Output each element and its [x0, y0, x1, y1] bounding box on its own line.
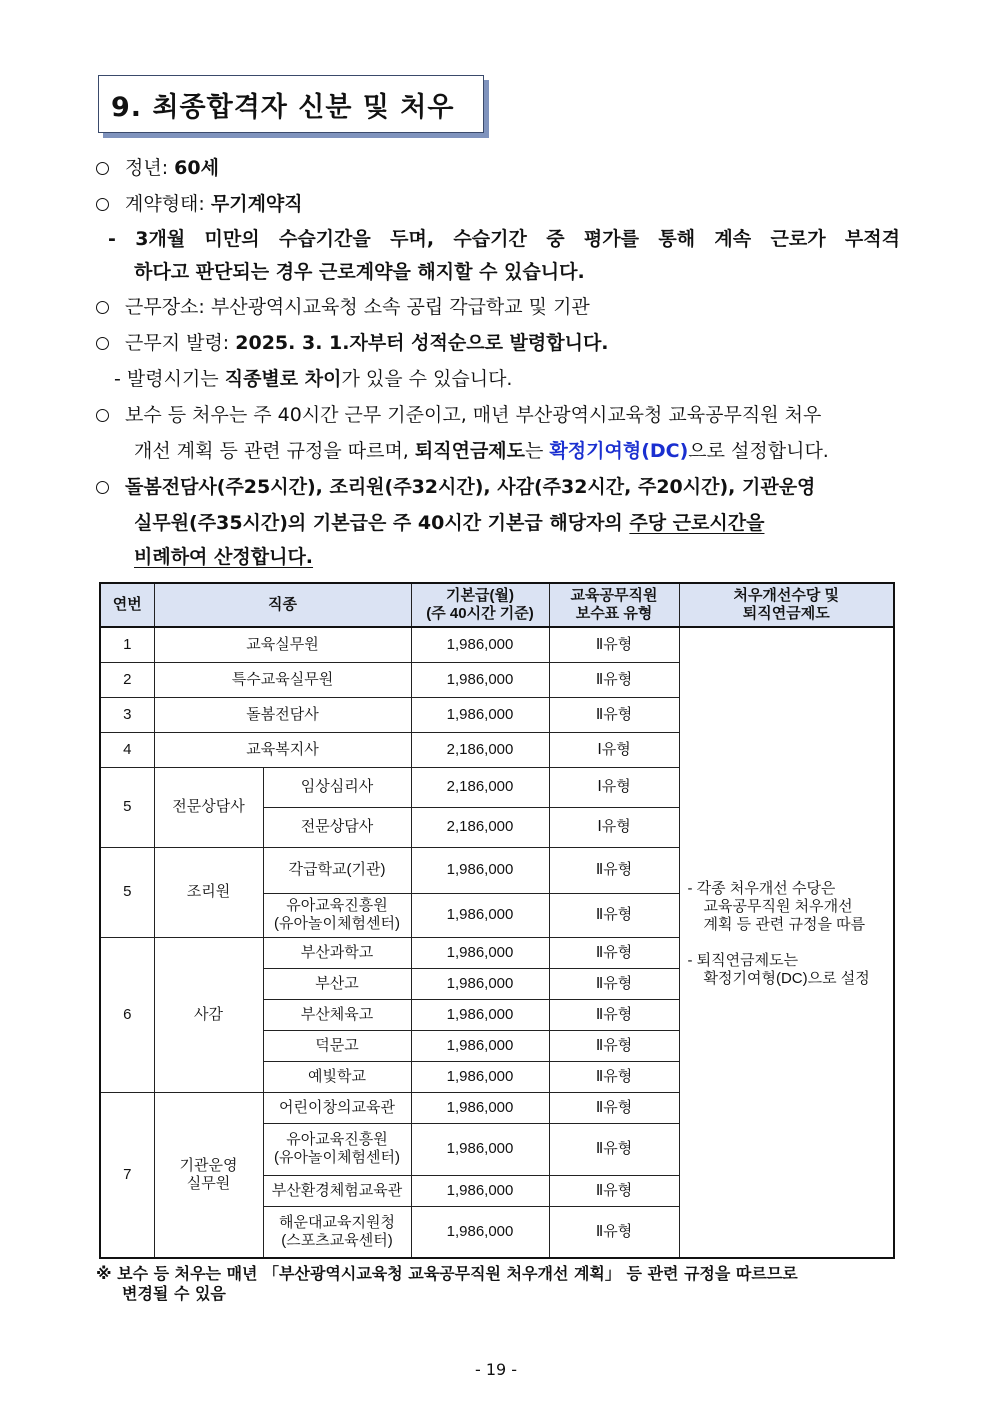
dc-highlight: 확정기여형(DC) — [549, 440, 689, 462]
table-row: 5 전문상담사 임상심리사 2,186,000 Ⅰ유형 — [100, 767, 894, 807]
header-pay: 기본급(월) (주 40시간 기준) — [411, 583, 549, 627]
circle-bullet-icon — [96, 337, 109, 350]
workplace-label: 근무장소: 부산광역시교육청 소속 공립 각급학교 및 기관 — [125, 296, 590, 318]
table-row: 부산체육고 1,986,000 Ⅱ유형 — [100, 999, 894, 1030]
table-row: 6 사감 부산과학고 1,986,000 Ⅱ유형 — [100, 937, 894, 968]
retirement-line — [96, 155, 900, 181]
prorate-line-2: 실무원(주35시간)의 기본급은 주 40시간 기본급 해당자의 주당 근로시간을 — [134, 512, 765, 534]
table-row: 전문상담사 2,186,000 Ⅰ유형 — [100, 807, 894, 847]
footnote: ※ 보수 등 처우는 매년 「부산광역시교육청 교육공무직원 처우개선 계획」 등 관련 규정을 따르므로 변경될 수 있음 — [96, 1264, 798, 1303]
table-row: 4 교육복지사 2,186,000 Ⅰ유형 — [100, 732, 894, 767]
assignment-label: 근무지 발령: — [125, 332, 236, 354]
contract-line — [96, 191, 900, 217]
salary-table — [99, 582, 895, 1259]
contract-label: 계약형태: — [125, 193, 211, 215]
pay-line-1: 보수 등 처우는 주 40시간 근무 기준이고, 매년 부산광역시교육청 교육공무직원 처우 — [96, 402, 900, 428]
header-benefit: 처우개선수당 및 퇴직연금제도 — [679, 583, 894, 627]
retirement-value: 60세 — [174, 157, 219, 179]
section-title: 9. 최종합격자 신분 및 처우 — [111, 91, 455, 123]
header-job: 직종 — [154, 583, 411, 627]
assignment-line — [96, 330, 900, 356]
circle-bullet-icon — [96, 409, 109, 422]
table-row: 부산환경체험교육관 1,986,000 Ⅱ유형 — [100, 1175, 894, 1206]
header-type: 교육공무직원 보수표 유형 — [549, 583, 679, 627]
table-row: 예빛학교 1,986,000 Ⅱ유형 — [100, 1061, 894, 1092]
table-row: 3 돌봄전담사 1,986,000 Ⅱ유형 — [100, 697, 894, 732]
pay-line-2: 개선 계획 등 관련 규정을 따르며, 퇴직연금제도는 확정기여형(DC)으로 설정합니다. — [134, 440, 829, 462]
table-row: 유아교육진흥원 (유아놀이체험센터) 1,986,000 Ⅱ유형 — [100, 1123, 894, 1175]
prorate-line-1: 돌봄전담사(주25시간), 조리원(주32시간), 사감(주32시간, 주20시간), 기관운영 — [96, 474, 900, 500]
table-row: 해운대교육지원청 (스포츠교육센터) 1,986,000 Ⅱ유형 — [100, 1206, 894, 1258]
section-title-box — [98, 75, 484, 133]
table-row: 2 특수교육실무원 1,986,000 Ⅱ유형 — [100, 662, 894, 697]
circle-bullet-icon — [96, 481, 109, 494]
benefit-notes: - 각종 처우개선 수당은 교육공무직원 처우개선 계획 등 관련 규정을 따름 - 퇴직연금제도는 확정기여형(DC)으로 설정 — [679, 627, 894, 1258]
probation-line-1: - 3개월 미만의 수습기간을 두며, 수습기간 중 평가를 통해 계속 근로가 부적격 — [108, 228, 900, 250]
page-number: - 19 - — [474, 1360, 518, 1379]
probation-line-2: 하다고 판단되는 경우 근로계약을 해지할 수 있습니다. — [134, 261, 585, 283]
table-row: 1 교육실무원 1,986,000 Ⅱ유형 - 각종 처우개선 수당은 교육공무직원 처우개선 계획 등 관련 규정을 따름 - 퇴직연금제도는 확정기여형(DC)으로 설정 — [100, 627, 894, 662]
table-row: 7 기관운영 실무원 어린이창의교육관 1,986,000 Ⅱ유형 — [100, 1092, 894, 1123]
workplace-line — [96, 294, 900, 320]
assignment-note-line: - 발령시기는 직종별로 차이가 있을 수 있습니다. — [114, 368, 513, 390]
header-no: 연번 — [100, 583, 154, 627]
circle-bullet-icon — [96, 198, 109, 211]
table-row: 5 조리원 각급학교(기관) 1,986,000 Ⅱ유형 — [100, 847, 894, 893]
prorate-line-3: 비례하여 산정합니다. — [134, 546, 314, 568]
circle-bullet-icon — [96, 301, 109, 314]
table-row: 유아교육진흥원 (유아놀이체험센터) 1,986,000 Ⅱ유형 — [100, 893, 894, 937]
circle-bullet-icon — [96, 162, 109, 175]
assignment-value: 2025. 3. 1.자부터 성적순으로 발령합니다. — [235, 332, 609, 354]
contract-value: 무기계약직 — [210, 193, 303, 215]
table-row: 덕문고 1,986,000 Ⅱ유형 — [100, 1030, 894, 1061]
retirement-label: 정년: — [125, 157, 175, 179]
table-row: 부산고 1,986,000 Ⅱ유형 — [100, 968, 894, 999]
